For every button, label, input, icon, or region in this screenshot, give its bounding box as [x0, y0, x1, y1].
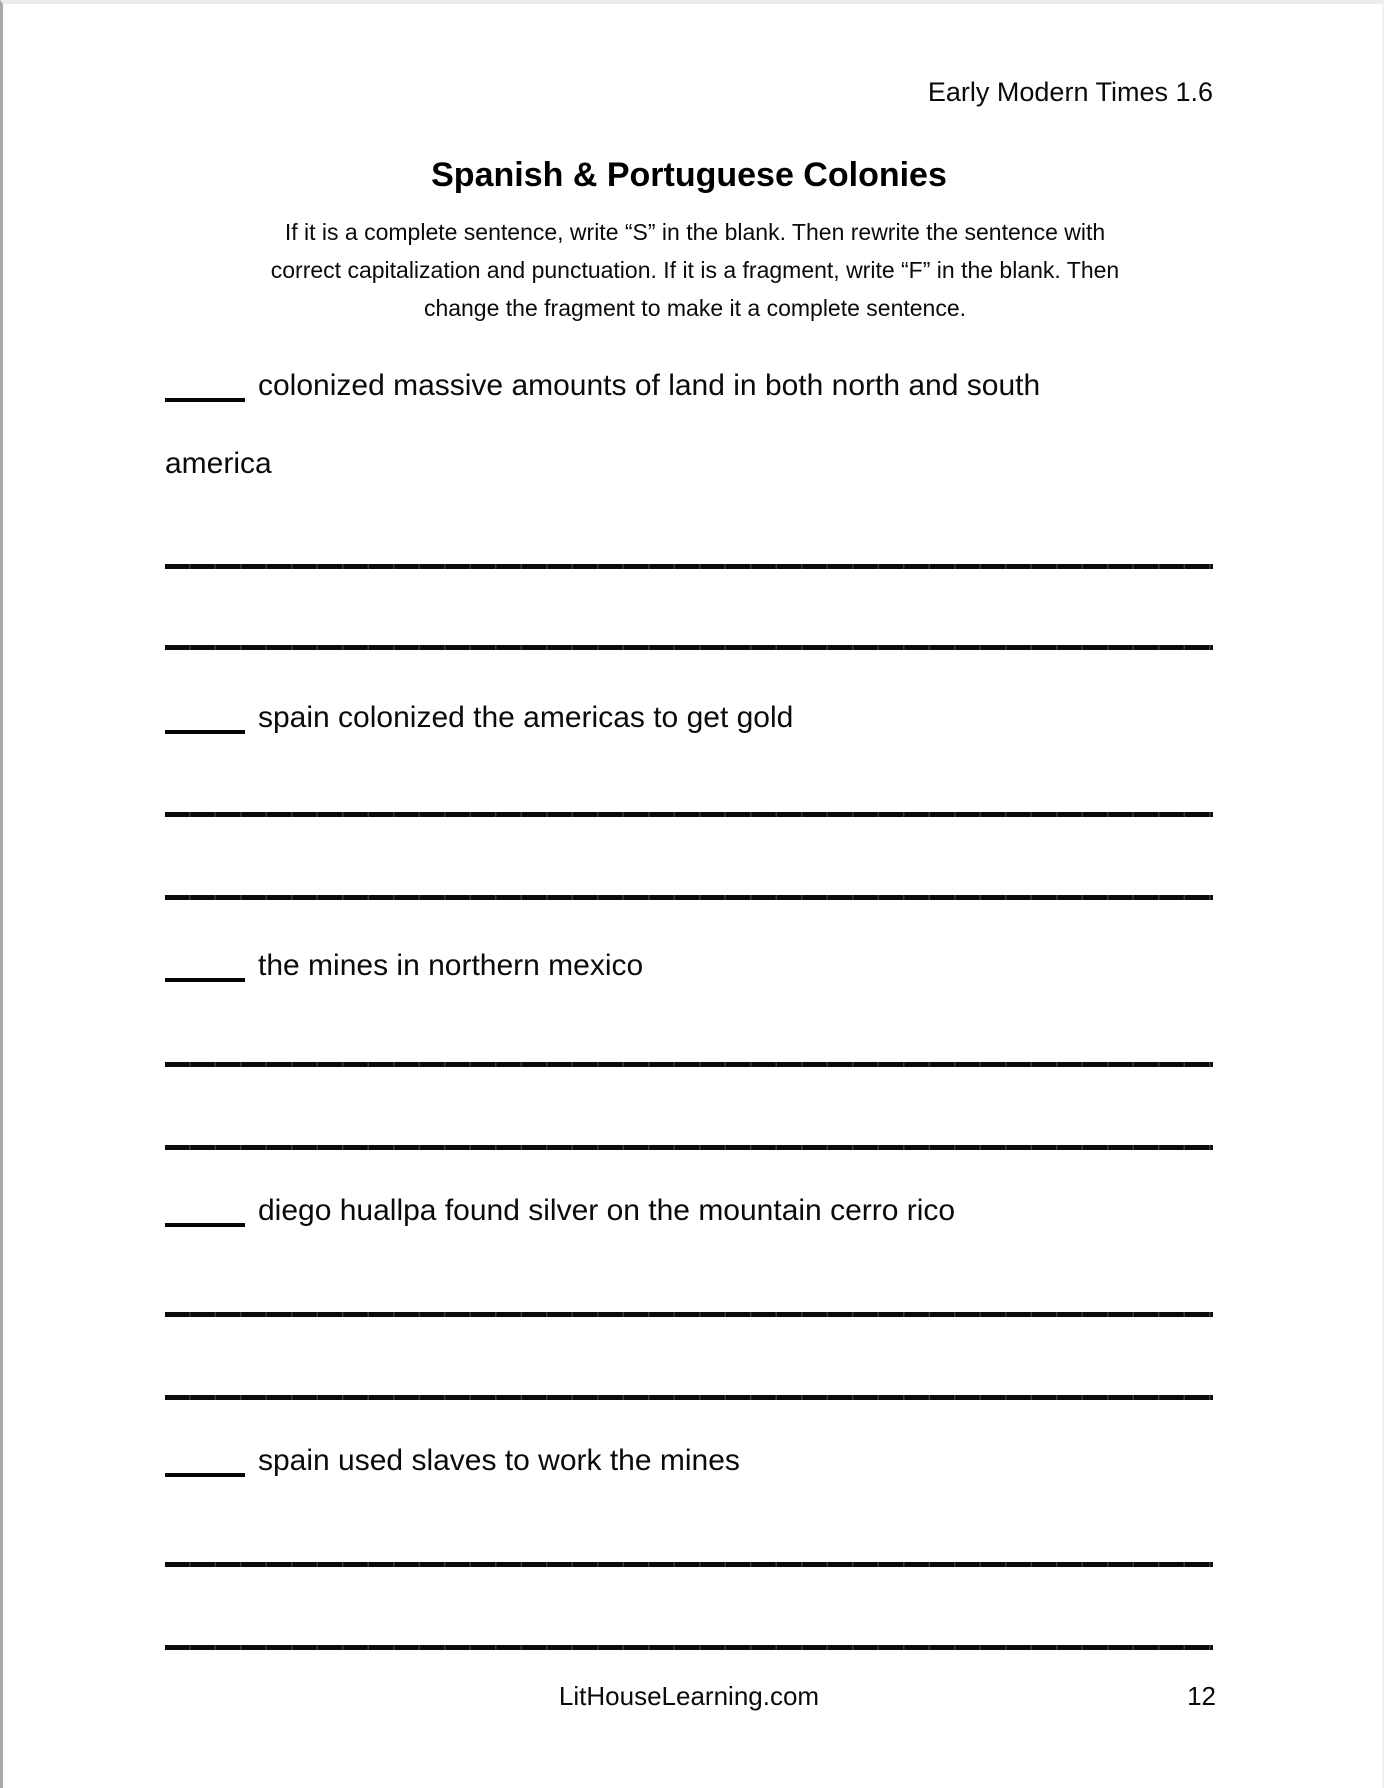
item-1-answer-line-1 — [165, 564, 1213, 569]
item-5-answer-blank — [165, 1473, 245, 1477]
item-5-sentence — [165, 1441, 1265, 1481]
item-4-answer-line-2 — [165, 1395, 1213, 1400]
instructions-line-3: change the fragment to make it a complete sentence. — [423, 295, 967, 321]
item-2-answer-line-2 — [165, 895, 1213, 900]
item-4-sentence — [165, 1191, 1265, 1231]
item-5-answer-line-2 — [165, 1645, 1213, 1650]
item-2-sentence — [165, 698, 1265, 738]
item-1-sentence — [165, 366, 1265, 406]
item-4-text: diego huallpa found silver on the mountain cerro rico — [258, 1194, 956, 1227]
instructions — [143, 213, 1247, 327]
item-1-answer-blank — [165, 398, 245, 402]
item-2-answer-line-1 — [165, 812, 1213, 817]
footer-site-label: LitHouseLearning.com — [558, 1681, 820, 1711]
item-3-answer-line-1 — [165, 1062, 1213, 1067]
item-4-answer-line-1 — [165, 1312, 1213, 1317]
item-1-text: colonized massive amounts of land in both north and south — [258, 369, 1041, 402]
item-3-answer-line-2 — [165, 1145, 1213, 1150]
page-title: Spanish & Portuguese Colonies — [431, 156, 947, 194]
instructions-line-1: If it is a complete sentence, write “S” in the blank. Then rewrite the sentence with — [284, 219, 1106, 245]
item-1-answer-line-2 — [165, 645, 1213, 650]
item-1-text-continued: america — [165, 447, 272, 480]
item-2-answer-blank — [165, 730, 245, 734]
item-5-answer-line-1 — [165, 1562, 1213, 1567]
footer-page-number: 12 — [1187, 1681, 1216, 1711]
item-3-answer-blank — [165, 978, 245, 982]
instructions-line-2: correct capitalization and punctuation. If it is a fragment, write “F” in the blank. Then — [270, 257, 1120, 283]
document-header-label: Early Modern Times 1.6 — [927, 77, 1213, 107]
item-3-sentence — [165, 946, 1265, 986]
item-5-text: spain used slaves to work the mines — [258, 1444, 740, 1477]
item-3-text: the mines in northern mexico — [258, 949, 644, 982]
item-2-text: spain colonized the americas to get gold — [258, 701, 794, 734]
item-4-answer-blank — [165, 1223, 245, 1227]
